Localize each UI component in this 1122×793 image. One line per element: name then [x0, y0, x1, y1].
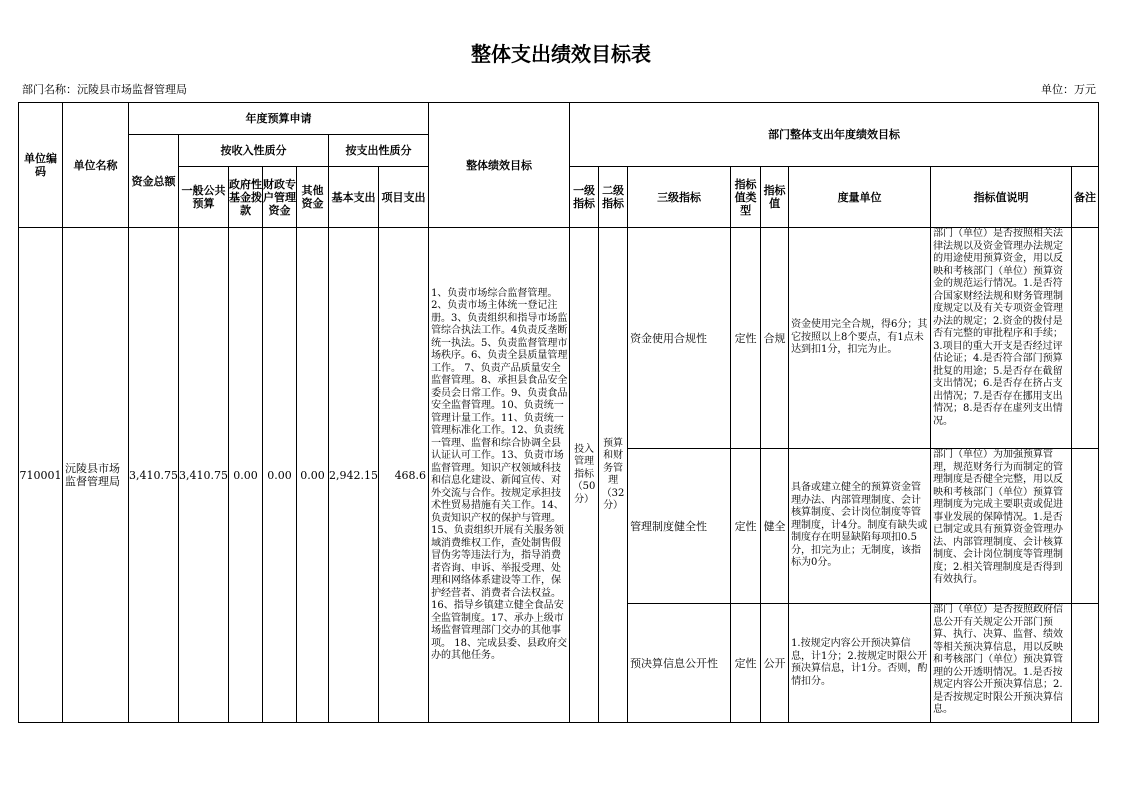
header-overall-goal: 整体绩效目标 — [429, 103, 570, 228]
unit-label: 单位：万元 — [1041, 83, 1096, 96]
indicator-measure: 1.按规定内容公开预决算信息，计1分；2.按规定时限公开预决算信息，计1分。否则，酌情扣分。 — [789, 604, 931, 723]
header-unit-name: 单位名称 — [63, 103, 129, 228]
header-value: 指标值 — [761, 167, 789, 228]
header-unit-code: 单位编码 — [19, 103, 63, 228]
header-remark: 备注 — [1072, 167, 1099, 228]
total-value: 3,410.75 — [129, 228, 179, 723]
header-project-exp: 项目支出 — [379, 167, 429, 228]
basic-exp-value: 2,942.15 — [329, 228, 379, 723]
header-annual-budget: 年度预算申请 — [129, 103, 429, 135]
indicator-value: 公开 — [761, 604, 789, 723]
indicator-desc — [931, 449, 1072, 604]
header-general-budget: 一般公共预算 — [179, 167, 229, 228]
header-level2: 二级指标 — [599, 167, 628, 228]
header-value-type: 指标值类型 — [731, 167, 761, 228]
header-special-fund: 财政专户管理资金 — [263, 167, 297, 228]
indicator-desc — [931, 604, 1072, 723]
header-by-expense: 按支出性质分 — [329, 135, 429, 167]
header-by-income: 按收入性质分 — [179, 135, 329, 167]
indicator-measure: 具备或建立健全的预算资金管理办法、内部管理制度、会计核算制度、会计岗位制度等管理制度，计4分。制度有缺失或制度存在明显缺陷每项扣0.5分，扣完为止；无制度，该指标为0分。 — [789, 449, 931, 604]
indicator-desc-text: 部门（单位）为加强预算管理，规范财务行为而制定的管理制度是否健全完整，用以反映和考核部门（单位）预算管理制度为完成主要职责或促进事业发展的保障情况。1.是否已制定或具有预算资金管理办法、内部管理制度、会计核算制度、会计岗位制度等管理制度；2.相关管理制度是否得到有效执行。 — [933, 449, 1064, 585]
other-fund-value: 0.00 — [297, 228, 329, 723]
indicator-measure: 资金使用完全合规，得6分；其它按照以上8个要点，有1点未达到扣1分，扣完为止。 — [789, 228, 931, 449]
header-gov-fund: 政府性基金拨款 — [229, 167, 263, 228]
general-budget-value: 3,410.75 — [179, 228, 229, 723]
indicator-name: 资金使用合规性 — [628, 228, 731, 449]
header-level3: 三级指标 — [628, 167, 731, 228]
page-title: 整体支出绩效目标表 — [471, 42, 651, 66]
indicator-type: 定性 — [731, 604, 761, 723]
indicator-name: 预决算信息公开性 — [628, 604, 731, 723]
indicator-type: 定性 — [731, 449, 761, 604]
department-name: 部门名称：沅陵县市场监督管理局 — [22, 83, 187, 96]
indicator-remark — [1072, 228, 1099, 449]
indicator-desc-text: 部门（单位）是否按照政府信息公开有关规定公开部门预算、执行、决算、监督、绩效等相关预决算信息，用以反映和考核部门（单位）预决算管理的公开透明情况。1.是否按规定内容公开预决算信息；2.是否按规定时限公开预决算信息。 — [933, 604, 1064, 715]
unit-code: 710001 — [19, 228, 63, 723]
performance-table — [18, 102, 1099, 723]
level1-value: 投入管理指标（50分） — [570, 228, 599, 723]
indicator-type: 定性 — [731, 228, 761, 449]
indicator-desc-text: 部门（单位）是否按照相关法律法规以及资金管理办法规定的用途使用预算资金，用以反映和考核部门（单位）预算资金的规范运行情况。1.是否符合国家财经法规和财务管理制度规定以及有关专项资金管理办法的规定；2.资金的拨付是否有完整的审批程序和手续；3.项目的重大开支是否经过评估论证；4.是否符合部门预算批复的用途；5.是否存在截留支出情况；6.是否存在挤占支出情况；7.是否存在挪用支出情况；8.是否存在虚列支出情况。 — [933, 228, 1064, 427]
header-value-desc: 指标值说明 — [931, 167, 1072, 228]
level2-value: 预算和财务管理（32分） — [599, 228, 628, 723]
indicator-remark — [1072, 604, 1099, 723]
indicator-name: 管理制度健全性 — [628, 449, 731, 604]
header-other-fund: 其他资金 — [297, 167, 329, 228]
overall-goal-text: 1、负责市场综合监督管理。2、负责市场主体统一登记注册。3、负责组织和指导市场监管综合执法工作。4负责反垄断统一执法。5、负责监督管理市场秩序。6、负责全县质量管理工作。 7、负责产品质量安全监督管理。8、承担县食品安全委员会日常工作。9、负责食品安全监督管理。10、负责统一管理计量工作。11、负责统一管理标准化工作。12、负责统一管理、监督和综合协调全县认证认可工作。13、负责市场监督管理。知识产权领域科技和信息化建设、新闻宣传、对外交流与合作。按规定承担技术性贸易措施有关工作。14、负责知识产权的保护与管理。15、负责组织开展有关服务领域消费维权工作，查处制售假冒伪劣等违法行为，指导消费者咨询、申诉、举报受理、处理和网络体系建设等工作，保护经营者、消费者合法权益。16、指导乡镇建立健全食品安全监管制度。17、承办上级市场监督管理部门交办的其他事项。 18、完成县委、县政府交办的其他任务。 — [429, 228, 570, 723]
special-fund-value: 0.00 — [263, 228, 297, 723]
project-exp-value: 468.6 — [379, 228, 429, 723]
indicator-value: 合规 — [761, 228, 789, 449]
header-basic-exp: 基本支出 — [329, 167, 379, 228]
indicator-desc — [931, 228, 1072, 449]
gov-fund-value: 0.00 — [229, 228, 263, 723]
indicator-remark — [1072, 449, 1099, 604]
header-total: 资金总额 — [129, 135, 179, 228]
indicator-value: 健全 — [761, 449, 789, 604]
unit-name: 沅陵县市场监督管理局 — [63, 228, 129, 723]
header-measure-unit: 度量单位 — [789, 167, 931, 228]
table-row — [19, 228, 1099, 449]
header-level1: 一级指标 — [570, 167, 599, 228]
header-dept-goal: 部门整体支出年度绩效目标 — [570, 103, 1099, 167]
